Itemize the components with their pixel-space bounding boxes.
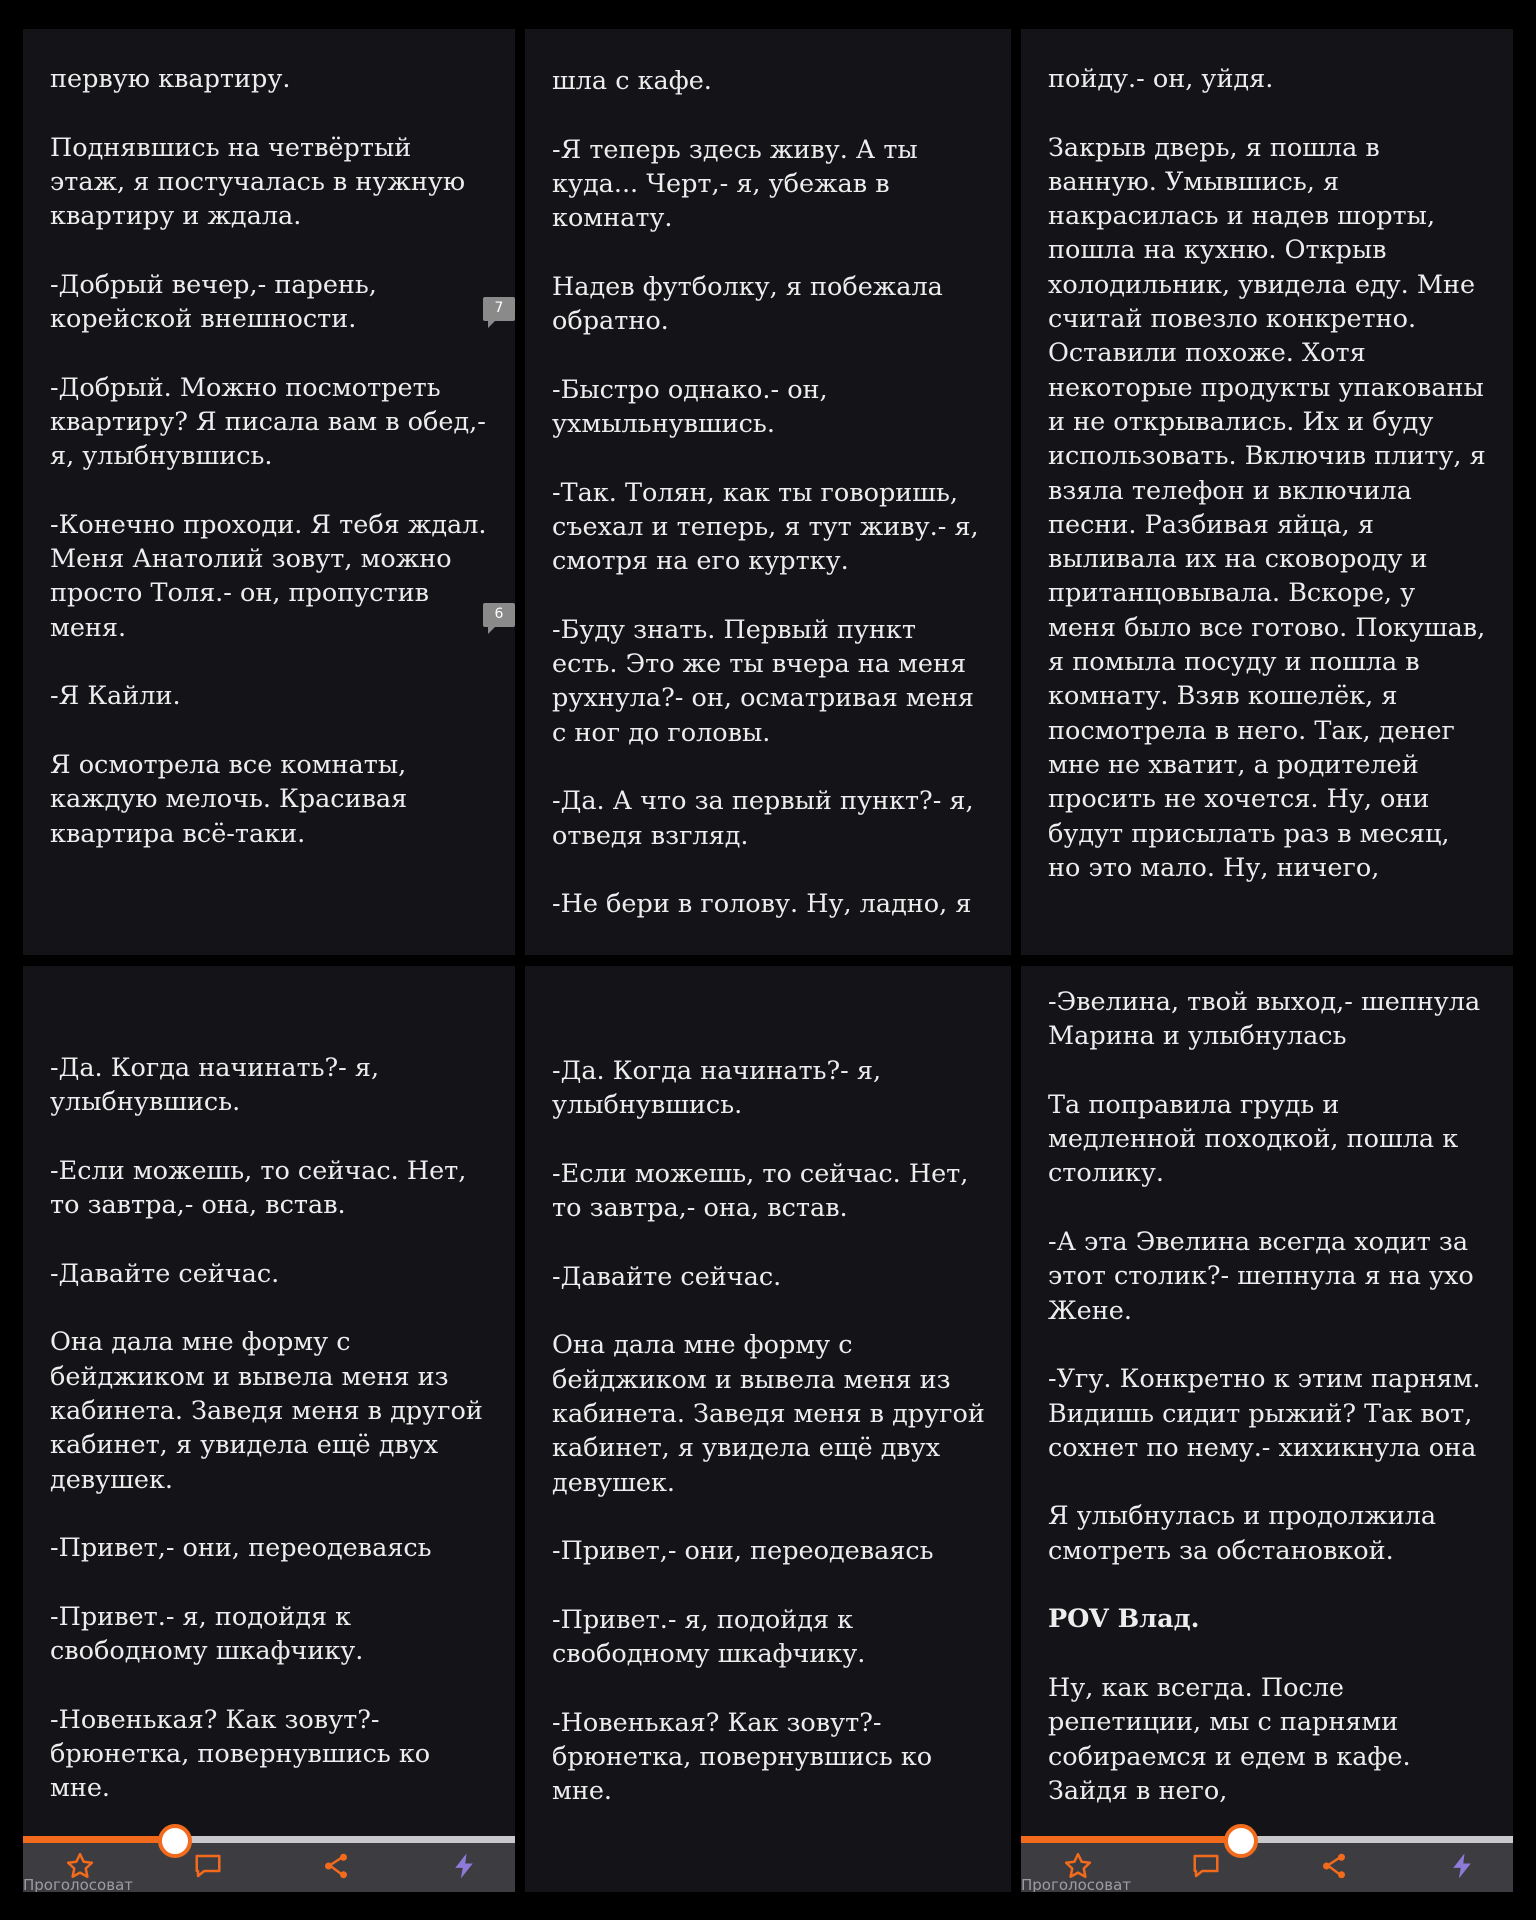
- paragraph[interactable]: -Конечно проходи. Я тебя ждал. Меня Анатолий зовут, можно просто Толя.- он, пропустив меня.: [50, 509, 487, 643]
- boost-bolt-icon[interactable]: [447, 1849, 481, 1883]
- paragraph[interactable]: Ну, как всегда. После репетиции, мы с парнями собираемся и едем в кафе. Зайдя в него,: [1048, 1672, 1411, 1806]
- paragraph[interactable]: -Я Кайли.: [50, 681, 181, 712]
- comment-icon[interactable]: [191, 1849, 225, 1883]
- comment-icon[interactable]: [1189, 1849, 1223, 1883]
- paragraph[interactable]: -Не бери в голову. Ну, ладно, я: [552, 889, 972, 920]
- chapter-text: [1048, 985, 1489, 1842]
- share-icon[interactable]: [1317, 1849, 1351, 1883]
- paragraph[interactable]: -Я теперь здесь живу. А ты куда... Черт,- я, убежав в комнату.: [552, 134, 918, 234]
- paragraph[interactable]: -Быстро однако.- он, ухмыльнувшись.: [552, 374, 828, 439]
- paragraph[interactable]: -Если можешь, то сейчас. Нет, то завтра,- она, встав.: [50, 1155, 467, 1221]
- paragraph[interactable]: первую квартиру.: [50, 64, 291, 94]
- paragraph[interactable]: -Добрый вечер,- парень, корейской внешности.: [50, 269, 377, 335]
- share-icon[interactable]: [319, 1849, 353, 1883]
- reader-page-panel: [525, 966, 1011, 1892]
- paragraph[interactable]: -Новенькая? Как зовут?- брюнетка, повернувшись ко мне.: [50, 1704, 431, 1804]
- paragraph[interactable]: -Привет,- они, переодеваясь: [552, 1536, 934, 1567]
- paragraph[interactable]: -Привет.- я, подойдя к свободному шкафчику.: [552, 1604, 866, 1670]
- boost-bolt-icon[interactable]: [1445, 1849, 1479, 1883]
- vote-caption: Проголосоват: [23, 1876, 133, 1892]
- vote-caption: Проголосоват: [1021, 1876, 1131, 1892]
- chapter-text: [1048, 62, 1489, 919]
- paragraph[interactable]: Она дала мне форму с бейджиком и вывела меня из кабинета. Заведя меня в другой кабинет, я увидела ещё двух девушек.: [50, 1327, 483, 1495]
- reader-page-panel: [525, 29, 1011, 955]
- chapter-text: [552, 1054, 987, 1843]
- reader-bottom-bar: [23, 1836, 515, 1892]
- reader-page-panel: [23, 966, 515, 1892]
- paragraph[interactable]: Я осмотрела все комнаты, каждую мелочь. Красивая квартира всё-таки.: [50, 749, 408, 849]
- paragraph[interactable]: Закрыв дверь, я пошла в ванную. Умывшись, я накрасилась и надев шорты, пошла на кухню. Открыв холодильник, увидела еду. Мне считай повезло конкретно. Оставили похоже. Хотя некоторые продукты упакованы и не открывались. Их и буду использовать. Включив плиту, я взяла телефон и включила песни. Разбивая яйца, я выливала их на сковороду и пританцовывала. Вскоре, у меня было все готово. Покушав, я помыла посуду и пошла в комнату. Взяв кошелёк, я посмотрела в него. Так, денег мне не хватит, а родителей просить не хочется. Ну, они будут присылать раз в месяц, но это мало. Ну, ничего,: [1048, 132, 1486, 883]
- paragraph[interactable]: Надев футболку, я побежала обратно.: [552, 271, 943, 337]
- reading-progress-fill: [1021, 1836, 1237, 1843]
- paragraph[interactable]: -Буду знать. Первый пункт есть. Это же ты вчера на меня рухнула?- он, осматривая меня с ног до головы.: [552, 614, 974, 748]
- paragraph[interactable]: -Давайте сейчас.: [50, 1258, 280, 1289]
- chapter-text: [50, 62, 491, 885]
- reading-progress-slider[interactable]: [23, 1836, 515, 1843]
- reading-progress-slider[interactable]: [1021, 1836, 1513, 1843]
- reader-bottom-bar: [1021, 1836, 1513, 1892]
- paragraph[interactable]: -Да. Когда начинать?- я, улыбнувшись.: [50, 1053, 380, 1118]
- paragraph[interactable]: -Так. Толян, как ты говоришь, съехал и теперь, я тут живу.- я, смотря на его куртку.: [552, 477, 979, 577]
- paragraph[interactable]: -Если можешь, то сейчас. Нет, то завтра,- она, встав.: [552, 1158, 969, 1224]
- chapter-text: [50, 1051, 491, 1840]
- paragraph[interactable]: -Давайте сейчас.: [552, 1261, 782, 1292]
- paragraph[interactable]: POV Влад.: [1048, 1604, 1200, 1635]
- paragraph-comment-count-badge[interactable]: 7: [483, 297, 515, 321]
- paragraph[interactable]: Та поправила грудь и медленной походкой, пошла к столику.: [1048, 1089, 1459, 1189]
- reader-page-panel: [1021, 966, 1513, 1892]
- paragraph[interactable]: пойду.- он, уйдя.: [1048, 64, 1274, 94]
- paragraph[interactable]: шла с кафе.: [552, 66, 712, 96]
- paragraph[interactable]: -Привет,- они, переодеваясь: [50, 1533, 432, 1564]
- paragraph[interactable]: Она дала мне форму с бейджиком и вывела меня из кабинета. Заведя меня в другой кабинет, я увидела ещё двух девушек.: [552, 1330, 985, 1498]
- paragraph[interactable]: Поднявшись на четвёртый этаж, я постучалась в нужную квартиру и ждала.: [50, 132, 466, 232]
- paragraph-comment-count-badge[interactable]: 6: [483, 603, 515, 627]
- paragraph[interactable]: Я улыбнулась и продолжила смотреть за обстановкой.: [1048, 1501, 1437, 1566]
- paragraph[interactable]: -Да. А что за первый пункт?- я, отведя взгляд.: [552, 786, 974, 851]
- paragraph[interactable]: -Угу. Конкретно к этим парням. Видишь сидит рыжий? Так вот, сохнет по нему.- хихикнула она: [1048, 1364, 1481, 1463]
- reader-page-panel: [23, 29, 515, 955]
- reading-progress-fill: [23, 1836, 171, 1843]
- paragraph[interactable]: -Да. Когда начинать?- я, улыбнувшись.: [552, 1056, 882, 1121]
- paragraph[interactable]: -А эта Эвелина всегда ходит за этот столик?- шепнула я на ухо Жене.: [1048, 1227, 1474, 1326]
- paragraph[interactable]: -Новенькая? Как зовут?- брюнетка, повернувшись ко мне.: [552, 1707, 933, 1807]
- paragraph[interactable]: -Добрый. Можно посмотреть квартиру? Я писала вам в обед,- я, улыбнувшись.: [50, 372, 486, 472]
- reader-page-panel: [1021, 29, 1513, 955]
- paragraph[interactable]: -Привет.- я, подойдя к свободному шкафчику.: [50, 1601, 364, 1667]
- paragraph[interactable]: -Эвелина, твой выход,- шепнула Марина и улыбнулась: [1048, 987, 1481, 1052]
- chapter-text: [552, 64, 987, 955]
